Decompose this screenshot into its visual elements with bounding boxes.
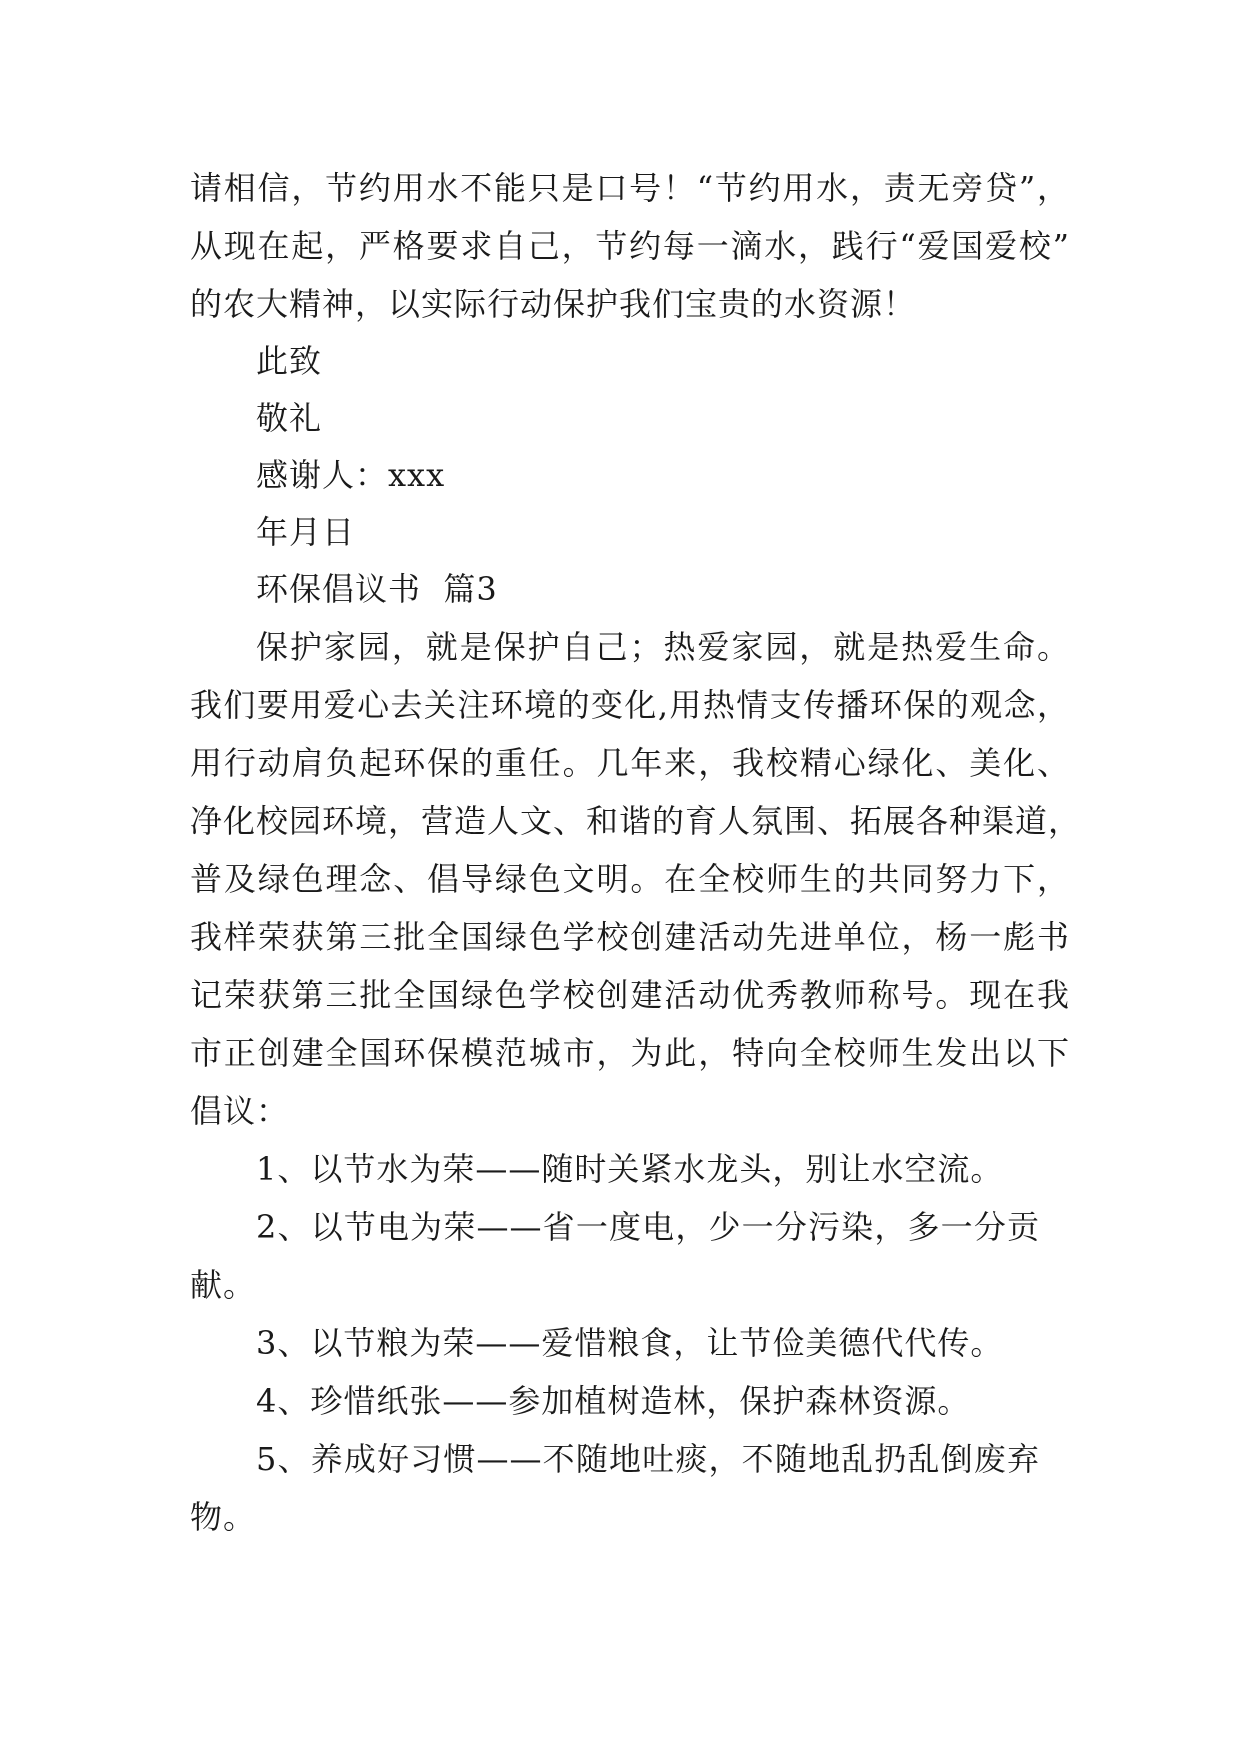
list-item-continuation: 物。 xyxy=(190,1498,257,1536)
paragraph-line: 记荣获第三批全国绿色学校创建活动优秀教师称号。现在我 xyxy=(190,976,1070,1014)
closing-respect: 敬礼 xyxy=(256,399,323,437)
closing-salutation: 此致 xyxy=(256,342,323,380)
list-item-continuation: 献。 xyxy=(190,1266,257,1304)
paragraph-line: 保护家园，就是保护自己；热爱家园，就是热爱生命。 xyxy=(256,628,1070,666)
list-item: 2、以节电为荣——省一度电，少一分污染，多一分贡 xyxy=(256,1208,1040,1246)
closing-signer: 感谢人：xxx xyxy=(256,456,446,494)
paragraph-line: 我样荣获第三批全国绿色学校创建活动先进单位，杨一彪书 xyxy=(190,918,1070,956)
closing-date: 年月日 xyxy=(256,513,356,551)
paragraph-line: 市正创建全国环保模范城市，为此，特向全校师生发出以下 xyxy=(190,1034,1070,1072)
list-item: 3、以节粮为荣——爱惜粮食，让节俭美德代代传。 xyxy=(256,1324,1004,1362)
paragraph-line: 普及绿色理念、倡导绿色文明。在全校师生的共同努力下， xyxy=(190,860,1070,898)
paragraph-line: 倡议： xyxy=(190,1092,290,1130)
list-item: 5、养成好习惯——不随地吐痰，不随地乱扔乱倒废弃 xyxy=(256,1440,1040,1478)
paragraph-line: 净化校园环境，营造人文、和谐的育人氛围、拓展各种渠道， xyxy=(190,802,1082,840)
paragraph-line: 用行动肩负起环保的重任。几年来，我校精心绿化、美化、 xyxy=(190,744,1070,782)
paragraph-line: 的农大精神，以实际行动保护我们宝贵的水资源！ xyxy=(190,285,917,323)
list-item: 1、以节水为荣——随时关紧水龙头，别让水空流。 xyxy=(256,1150,1004,1188)
paragraph-line: 从现在起，严格要求自己，节约每一滴水，践行“爱国爱校” xyxy=(190,227,1070,265)
paragraph-line: 我们要用爱心去关注环境的变化,用热情支传播环保的观念， xyxy=(190,686,1070,724)
paragraph-line: 请相信，节约用水不能只是口号！“节约用水，责无旁贷”， xyxy=(190,169,1070,207)
section-title: 环保倡议书 篇3 xyxy=(256,570,498,608)
list-item: 4、珍惜纸张——参加植树造林，保护森林资源。 xyxy=(256,1382,971,1420)
